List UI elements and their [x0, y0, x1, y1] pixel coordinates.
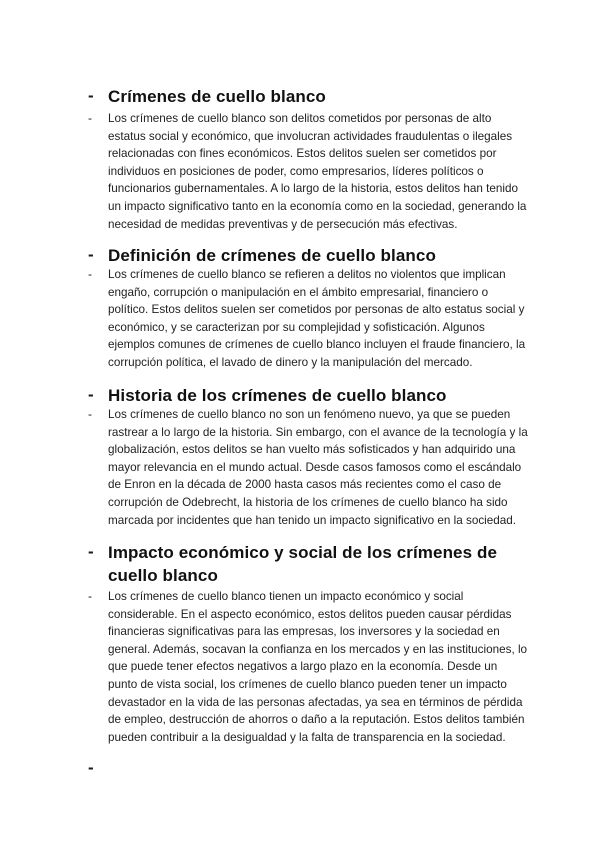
- section-heading: Crímenes de cuello blanco: [108, 87, 326, 106]
- bullet: -: [88, 86, 94, 105]
- section-paragraph: Los crímenes de cuello blanco se refieren a delitos no violentos que implican engaño, corrupción o manipulación en el ámbito empresarial, financiero o político. Estos delitos suelen ser cometidos por personas de alto estatus social y económico, y se caracterizan por su complejidad y sofisticación. Algunos ejemplos comunes de crímenes de cuello blanco incluyen el fraude financiero, la corrupción política, el lavado de dinero y la manipulación del mercado.: [108, 268, 526, 369]
- bullet: -: [88, 245, 94, 264]
- section-3-paragraph-row: [88, 406, 528, 529]
- bullet: -: [88, 111, 92, 125]
- section-heading: Historia de los crímenes de cuello blanco: [108, 386, 447, 405]
- trailing-bullet: -: [88, 758, 94, 777]
- section-4-heading-row: [88, 541, 528, 587]
- section-2-heading-row: [88, 244, 528, 267]
- section-4-paragraph-row: [88, 588, 528, 746]
- bullet: -: [88, 542, 94, 561]
- section-2-paragraph-row: [88, 266, 528, 372]
- section-heading: Definición de crímenes de cuello blanco: [108, 246, 436, 265]
- section-3-heading-row: [88, 384, 528, 407]
- bullet: -: [88, 385, 94, 404]
- section-paragraph: Los crímenes de cuello blanco tienen un impacto económico y social considerable. En el aspecto económico, estos delitos pueden causar pérdidas financieras significativas para las empresas, los inversores y la sociedad en general. Además, socavan la confianza en los mercados y en las instituciones, lo que puede tener efectos negativos a largo plazo en la economía. Desde un punto de vista social, los crímenes de cuello blanco pueden tener un impacto devastador en la vida de las personas afectadas, ya sea en términos de pérdida de empleo, destrucción de ahorros o daño a la reputación. Estos delitos también pueden contribuir a la desigualdad y la falta de transparencia en la sociedad.: [108, 590, 528, 744]
- bullet: -: [88, 267, 92, 281]
- section-paragraph: Los crímenes de cuello blanco no son un fenómeno nuevo, ya que se pueden rastrear a lo largo de la historia. Sin embargo, con el avance de la tecnología y la globalización, estos delitos se han vuelto más sofisticados y han adquirido una mayor relevancia en el mundo actual. Desde casos famosos como el escándalo de Enron en la década de 2000 hasta casos más recientes como el caso de corrupción de Odebrecht, la historia de los crímenes de cuello blanco ha sido marcada por incidentes que han tenido un impacto significativo en la sociedad.: [108, 408, 528, 527]
- section-1-heading-row: [88, 85, 528, 108]
- section-heading: Impacto económico y social de los crímenes de cuello blanco: [108, 543, 498, 585]
- bullet: -: [88, 407, 92, 421]
- section-paragraph: Los crímenes de cuello blanco son delitos cometidos por personas de alto estatus social y económico, que involucran actividades fraudulentas o ilegales relacionadas con fines económicos. Estos delitos suelen ser cometidos por individuos en posiciones de poder, como empresarios, líderes políticos o funcionarios gubernamentales. A lo largo de la historia, estos delitos han tenido un impacto significativo tanto en la economía como en la sociedad, generando la necesidad de medidas preventivas y de persecución más efectivas.: [108, 112, 527, 231]
- bullet: -: [88, 589, 92, 603]
- section-1-paragraph-row: [88, 110, 528, 233]
